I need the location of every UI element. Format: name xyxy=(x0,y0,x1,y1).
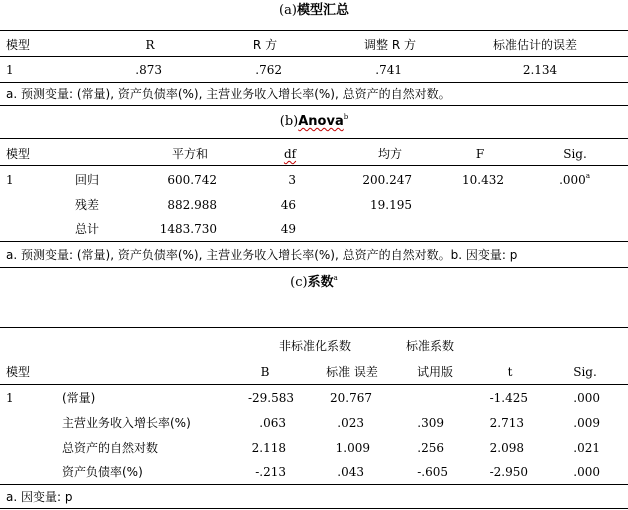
table-b-row-ms: 19.195 xyxy=(370,198,412,212)
table-c-row-sig: .009 xyxy=(573,416,600,430)
table-c-title xyxy=(0,275,628,291)
table-b-row-ss: 1483.730 xyxy=(159,222,217,236)
table-c-row-se: .023 xyxy=(337,416,364,430)
table-b-bottom-rule xyxy=(0,267,628,268)
table-b-footnote: a. 预测变量: (常量), 资产负债率(%), 主营业务收入增长率(%), 总资产的自然对数。b. 因变量: p xyxy=(6,248,518,262)
table-a-header-adj-r-square: 调整 R 方 xyxy=(364,38,416,52)
table-a-row-model: 1 xyxy=(6,63,14,77)
table-c-header-sig: Sig. xyxy=(573,365,597,379)
table-a-title xyxy=(0,3,628,19)
table-c-row-beta: -.605 xyxy=(417,465,448,479)
table-a-row-r-square: .762 xyxy=(255,63,282,77)
table-c-row-b: .063 xyxy=(259,416,286,430)
table-c-header-se: 标准 误差 xyxy=(326,365,378,379)
table-c-row-sig: .021 xyxy=(573,441,600,455)
table-b-header-ms: 均方 xyxy=(377,147,402,161)
table-a-header-model: 模型 xyxy=(6,38,31,52)
table-c-row-se: 20.767 xyxy=(330,391,372,405)
table-c-row-se: 1.009 xyxy=(335,441,370,455)
table-c-row-se: .043 xyxy=(337,465,364,479)
table-c-bottom-rule xyxy=(0,508,628,509)
table-c-group-std: 标准系数 xyxy=(405,339,454,353)
table-c-row-beta: .309 xyxy=(417,416,444,430)
table-c-row-t: -1.425 xyxy=(489,391,528,405)
table-a-header-r: R xyxy=(145,38,155,52)
table-b-row-df: 3 xyxy=(288,173,296,187)
table-c-row-b: 2.118 xyxy=(251,441,286,455)
table-b-header-sig: Sig. xyxy=(563,147,587,161)
table-b-row-label: 总计 xyxy=(75,222,100,236)
table-a-row-r: .873 xyxy=(135,63,162,77)
table-c-title-text: 系数 xyxy=(307,275,334,290)
table-c-row-t: -2.950 xyxy=(489,465,528,479)
table-c-row-b: -.213 xyxy=(255,465,286,479)
table-b-model: 1 xyxy=(6,173,14,187)
table-b-row-rule xyxy=(0,241,628,242)
table-b-title-text: Anova xyxy=(298,114,344,129)
table-c-top-rule xyxy=(0,327,628,328)
table-c-footnote: a. 因变量: p xyxy=(6,490,73,504)
table-b-top-rule xyxy=(0,138,628,139)
table-a-top-rule xyxy=(0,30,628,31)
table-a-bottom-rule xyxy=(0,105,628,106)
table-c-header-rule xyxy=(0,384,628,385)
table-c-title-prefix: (c) xyxy=(290,275,308,290)
table-c-row-label: 主营业务收入增长率(%) xyxy=(62,416,191,430)
table-a-title-text: 模型汇总 xyxy=(296,3,349,18)
table-c-header-t: t xyxy=(507,365,513,379)
table-b-row-label: 残差 xyxy=(75,198,100,212)
table-b-row-sig xyxy=(540,172,590,188)
table-b-row-label: 回归 xyxy=(75,173,100,187)
table-b-row-ss: 600.742 xyxy=(167,173,217,187)
table-b-title xyxy=(0,114,628,130)
table-c-row-sig: .000 xyxy=(573,465,600,479)
table-b-header-f: F xyxy=(475,147,485,161)
table-c-model: 1 xyxy=(6,391,14,405)
table-b-row-sig-sup: a xyxy=(585,172,590,180)
table-a-header-r-square: R 方 xyxy=(252,38,278,52)
table-a-row-std-error: 2.134 xyxy=(522,63,558,77)
table-c-header-beta: 试用版 xyxy=(416,365,453,379)
table-b-title-sup: b xyxy=(343,113,349,121)
table-a-footnote: a. 预测变量: (常量), 资产负债率(%), 主营业务收入增长率(%), 总资产的自然对数。 xyxy=(6,87,451,101)
table-c-header-model: 模型 xyxy=(6,365,31,379)
table-a-header-std-error: 标准估计的误差 xyxy=(492,38,577,52)
table-b-row-ss: 882.988 xyxy=(167,198,217,212)
table-c-row-b: -29.583 xyxy=(247,391,294,405)
table-b-title-prefix: (b) xyxy=(279,114,299,129)
table-b-row-ms: 200.247 xyxy=(362,173,412,187)
table-c-group-unstd: 非标准化系数 xyxy=(278,339,351,353)
table-c-row-t: 2.098 xyxy=(489,441,524,455)
table-a-title-prefix: (a) xyxy=(279,3,297,18)
table-c-header-b: B xyxy=(260,365,270,379)
table-b-header-ss: 平方和 xyxy=(171,147,208,161)
table-c-row-t: 2.713 xyxy=(489,416,524,430)
table-b-header-rule xyxy=(0,165,628,166)
table-a-row-rule xyxy=(0,82,628,83)
table-b-row-sig-value: .000 xyxy=(559,173,586,187)
table-a-row-adj-r-square: .741 xyxy=(375,63,402,77)
table-a-header-rule xyxy=(0,56,628,57)
table-c-row-label: 资产负债率(%) xyxy=(62,465,143,479)
table-c-title-sup: a xyxy=(333,274,338,282)
table-c-row-beta: .256 xyxy=(417,441,444,455)
table-b-row-f: 10.432 xyxy=(462,173,504,187)
table-c-row-label: 总资产的自然对数 xyxy=(62,441,159,455)
table-c-row-label: (常量) xyxy=(62,391,96,405)
table-b-header-df: df xyxy=(283,147,297,161)
table-c-row-rule xyxy=(0,484,628,485)
table-c-row-sig: .000 xyxy=(573,391,600,405)
table-b-row-df: 46 xyxy=(280,198,296,212)
table-b-header-model: 模型 xyxy=(6,147,31,161)
table-b-row-df: 49 xyxy=(280,222,296,236)
